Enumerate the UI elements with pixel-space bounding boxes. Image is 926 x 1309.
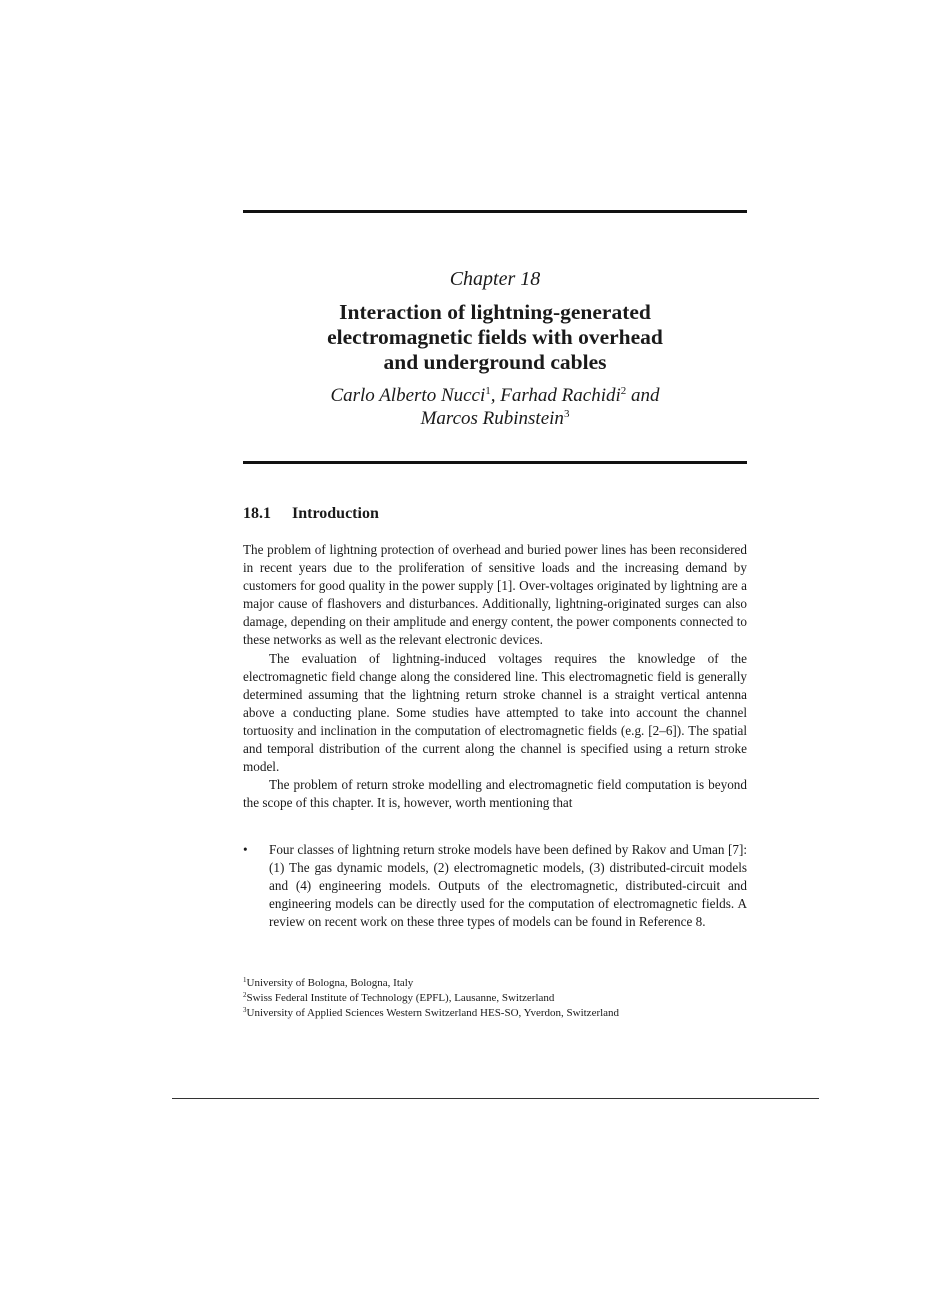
section-number: 18.1 [243,505,271,522]
footnote [243,976,747,991]
author-affiliation-mark: 2 [620,385,627,397]
chapter-title-line: electromagnetic fields with overhead [327,325,663,349]
chapter-label: Chapter 18 [449,268,541,290]
author-name: Carlo Alberto Nucci [330,385,486,406]
section-title: Introduction [292,505,379,522]
paragraph: The evaluation of lightning-induced voltages requires the knowledge of the electromagnetic field change along the considered line. This electromagnetic field is generally determined assuming that the lightning return stroke channel is a straight vertical antenna above a conducting plane. Some studies have attempted to take into account the channel tortuosity and inclination in the computation of electromagnetic fields (e.g. [2–6]). The spatial and temporal distribution of the current along the channel is specified using a return stroke model. [243,650,747,775]
footnote-mark: 3 [243,1006,247,1014]
author-separator: , [490,385,501,406]
footnote-text: University of Bologna, Bologna, Italy [246,977,414,989]
top-rule [243,210,747,213]
footnote-text: University of Applied Sciences Western Switzerland HES-SO, Yverdon, Switzerland [246,1007,620,1019]
title-bottom-rule [243,461,747,464]
author-affiliation-mark: 1 [485,385,491,397]
author-list [243,384,747,430]
author-name: Marcos Rubinstein [420,408,564,429]
chapter-title-line: and underground cables [383,350,607,374]
page-bottom-rule [172,1098,819,1099]
bullet-list [243,841,747,931]
body-text [243,541,747,812]
footnote-mark: 2 [243,991,247,999]
author-separator: and [626,385,660,406]
bullet-mark: • [243,842,248,857]
bullet-item [243,841,747,931]
paragraph: The problem of lightning protection of overhead and buried power lines has been reconsidered in recent years due to the proliferation of sensitive loads and the increasing demand by customers for good quality in the power supply [1]. Over-voltages originated by lightning are a major cause of flashovers and disturbances. Additionally, lightning-originated surges can also damage, depending on their amplitude and energy content, the power components connected to these networks as well as the relevant electronic devices. [243,542,747,648]
paragraph: The problem of return stroke modelling and electromagnetic field computation is beyond the scope of this chapter. It is, however, worth mentioning that [243,777,747,811]
section-heading [243,505,379,523]
author-affiliation-mark: 3 [563,408,570,420]
footnote-text: Swiss Federal Institute of Technology (EPFL), Lausanne, Switzerland [246,992,555,1004]
chapter-title-line: Interaction of lightning-generated [339,300,651,324]
bullet-text: Four classes of lightning return stroke models have been defined by Rakov and Uman [7]: (1) The gas dynamic models, (2) electromagnetic models, (3) distributed-circuit models and (4) engineering models. Outputs of the electromagnetic, distributed-circuit and engineering models can be directly used for the computation of electromagnetic fields. A review on recent work on these three types of models can be found in Reference 8. [269,842,747,930]
author-name: Farhad Rachidi [500,385,621,406]
footnotes [243,976,747,1021]
author-line [243,384,747,407]
chapter-title [243,300,747,375]
footnote [243,1006,747,1021]
author-line [243,407,747,430]
footnote [243,991,747,1006]
footnote-mark: 1 [243,976,247,984]
